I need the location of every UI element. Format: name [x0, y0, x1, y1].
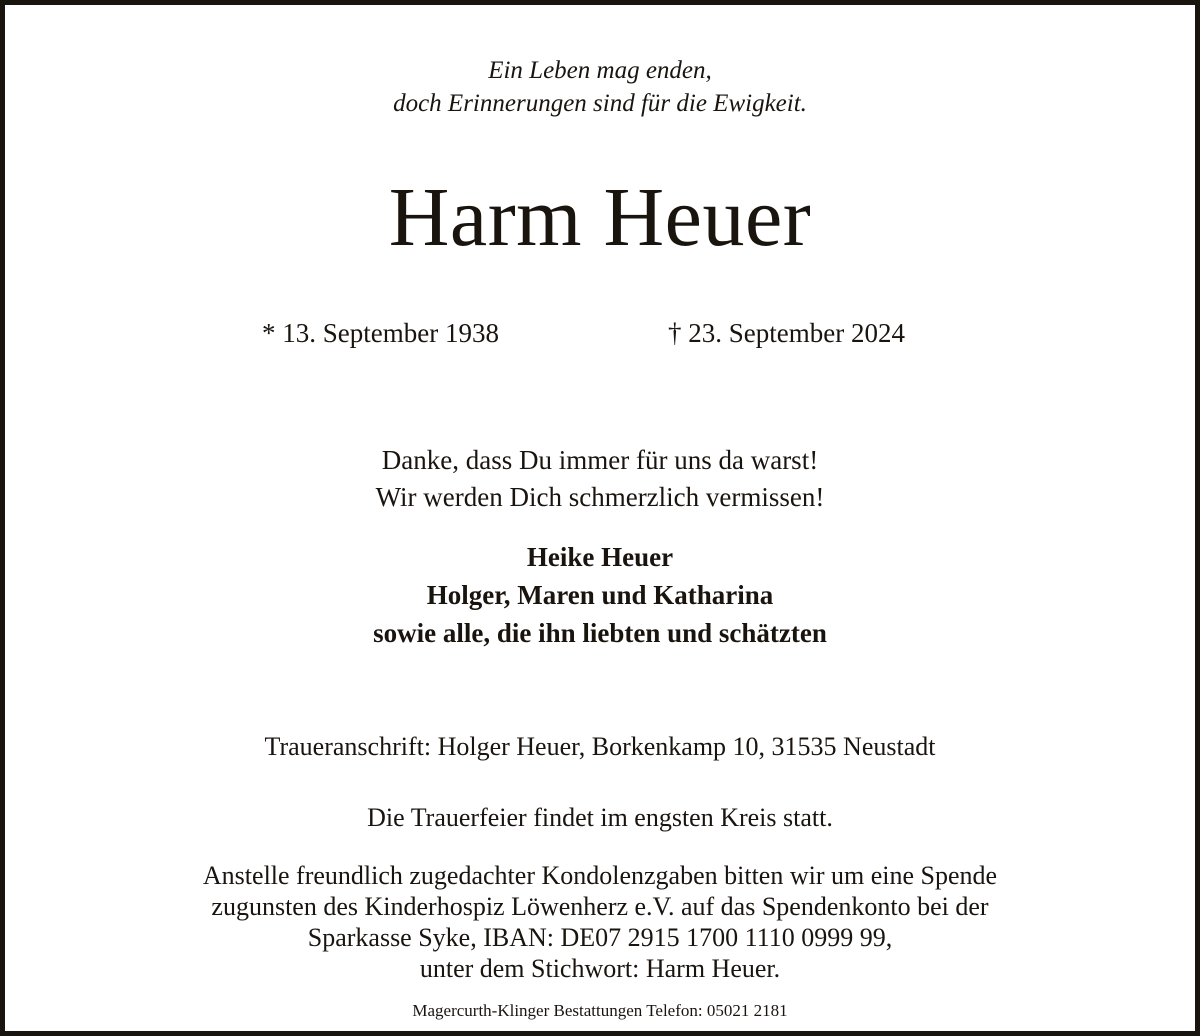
mourner-name: Heike Heuer — [526, 542, 674, 572]
mourning-address: Traueranschrift: Holger Heuer, Borkenkamp 10, 31535 Neustadt — [264, 732, 936, 761]
donation-line: Anstelle freundlich zugedachter Kondolenzgaben bitten wir um eine Spende — [202, 861, 998, 890]
donation-line: unter dem Stichwort: Harm Heuer. — [419, 954, 781, 983]
mourner-name: Holger, Maren und Katharina — [426, 580, 774, 610]
donation-line: zugunsten des Kinderhospiz Löwenherz e.V. auf das Spendenkonto bei der — [211, 892, 989, 921]
death-date: † 23. September 2024 — [668, 318, 905, 348]
deceased-name: Harm Heuer — [388, 171, 812, 264]
motto-line-1: Ein Leben mag enden, — [488, 57, 712, 84]
farewell-line-2: Wir werden Dich schmerzlich vermissen! — [375, 482, 825, 512]
ceremony-note: Die Trauerfeier findet im engsten Kreis statt. — [367, 803, 833, 832]
mourner-name: sowie alle, die ihn liebten und schätzten — [373, 618, 827, 648]
donation-line: Sparkasse Syke, IBAN: DE07 2915 1700 1110 0999 99, — [307, 923, 893, 952]
funeral-home-contact: Magercurth-Klinger Bestattungen Telefon: 05021 2181 — [412, 1001, 788, 1020]
farewell-line-1: Danke, dass Du immer für uns da warst! — [381, 445, 819, 475]
birth-date: * 13. September 1938 — [262, 318, 499, 348]
motto-line-2: doch Erinnerungen sind für die Ewigkeit. — [393, 90, 807, 117]
